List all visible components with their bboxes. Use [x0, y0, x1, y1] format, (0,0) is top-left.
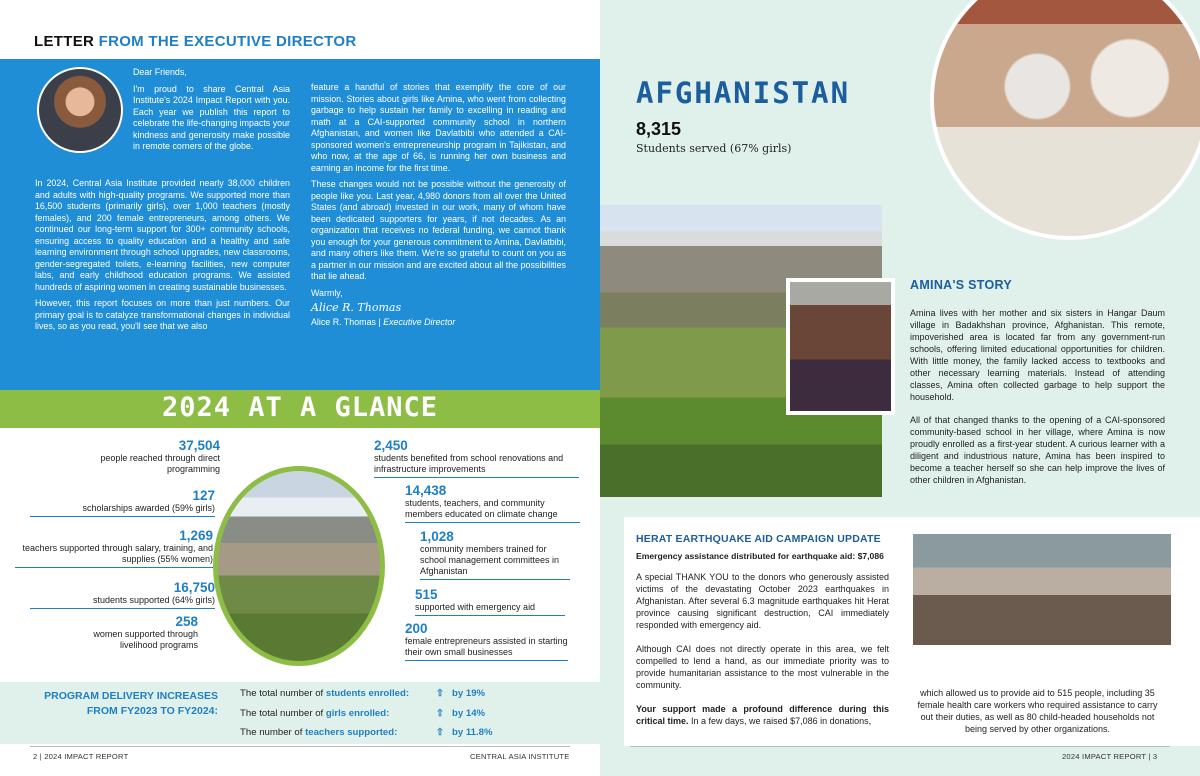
- letter-heading: LETTER FROM THE EXECUTIVE DIRECTOR: [34, 33, 357, 50]
- increase-row: The number of teachers supported: ⇧ by 11.8%: [240, 727, 493, 738]
- footer-rule: [30, 746, 570, 747]
- herat-heading: HERAT EARTHQUAKE AID CAMPAIGN UPDATE: [636, 533, 881, 545]
- students-served-label: Students served (67% girls): [636, 142, 792, 155]
- herat-text-continued: which allowed us to provide aid to 515 people, including 35 female health care workers who required assistance to carry out their duties, as well as 80 child-headed households not being served by other organizations.: [917, 688, 1158, 734]
- stat-item: 200 female entrepreneurs assisted in starting their own small businesses: [405, 621, 568, 661]
- stat-item: 2,450 students benefited from school renovations and infrastructure improvements: [374, 438, 579, 478]
- stat-item: 258 women supported through livelihood programs: [93, 614, 198, 650]
- signature: Alice R. Thomas: [311, 301, 402, 314]
- herat-text: A special THANK YOU to the donors who generously assisted victims of the devastating October 2023 earthquakes in Afghanistan. After several 6.3 magnitude earthquakes hit Herat province causing significant destruction, CAI immediately responded with emergency aid. Although CAI does not directly operate in this area, we felt compelled to lend a hand, as our immediate priority was to provide humanitarian assistance to the most vulnerable in the community. Your support made a profound difference during this critical time. In a few days, we raised $7,086 in donations,: [636, 572, 889, 726]
- letter-column-2: feature a handful of stories that exemplify the core of our mission. Stories about girls like Amina, who went from collecting garbage to help sustain her family to excelling in reading and math at a CAI-supported community school in northern Afghanistan, and women like Davlatbibi who attended a CAI-sponsored women's entrepreneurship program in Tajikistan, and who now, at the age of 66, is running her own business and earning an income for the first time. These changes would not be possible without the generosity of people like you. Last year, 4,980 donors from all over the United States (and abroad) invested in our work, many of whom have been dedicated supporters for years, if not decades. As an organization that receives no federal funding, we cannot thank you enough for your generous commitment to Amina, Davlatbibi, and many others like them. We're so grateful to count on you as a partner in our mission and are excited about all the possibilities that lie ahead. Warmly, Alice R. Thomas Alice R. Thomas | Executive Director: [311, 82, 566, 327]
- stat-item: 515 supported with emergency aid: [415, 587, 565, 616]
- stat-item: 14,438 students, teachers, and community members educated on climate change: [405, 483, 580, 523]
- amina-photo: [786, 278, 895, 415]
- letter-column-1b: In 2024, Central Asia Institute provided nearly 38,000 children and adults with high-quality programs. We supported more than 16,500 students (primarily girls), over 1,000 teachers (mostly females), and 200 female entrepreneurs, among others. We continued our long-term support for 300+ community schools, ensuring access to quality education and a healthy and safe learning environment through school upgrades, new classrooms, gender-segregated toilets, e-learning facilities, new computer labs, and early childhood education programs. We assisted hundreds of aspiring women in creating sustainable businesses. However, this report focuses on more than just numbers. Our primary goal is to catalyze transformational changes in individual lives, so as you read, you'll see that we also: [35, 178, 290, 331]
- children-photo: [913, 534, 1171, 645]
- stat-item: 1,269 teachers supported through salary, training, and supplies (55% women): [15, 528, 213, 568]
- increases-heading: PROGRAM DELIVERY INCREASES FROM FY2023 TO FY2024:: [44, 690, 218, 717]
- amina-heading: AMINA'S STORY: [910, 278, 1013, 292]
- stat-item: 16,750 students supported (64% girls): [30, 580, 215, 609]
- up-arrow-icon: ⇧: [436, 708, 445, 719]
- letter-column-1a: Dear Friends, I'm proud to share Central Asia Institute's 2024 Impact Report with you. Each year we publish this report to celebrate the life-changing impacts your kindness and generosity make possible in remote corners of the globe.: [133, 67, 290, 151]
- footer-right: 2024 IMPACT REPORT | 3: [1062, 752, 1158, 761]
- stat-item: 37,504 people reached through direct programming: [100, 438, 220, 474]
- up-arrow-icon: ⇧: [436, 727, 445, 738]
- increase-row: The total number of students enrolled: ⇧ by 19%: [240, 688, 486, 699]
- glance-title: 2024 AT A GLANCE: [161, 392, 439, 423]
- stat-item: 127 scholarships awarded (59% girls): [30, 488, 215, 517]
- up-arrow-icon: ⇧: [436, 688, 445, 699]
- stat-item: 1,028 community members trained for school management committees in Afghanistan: [420, 529, 570, 580]
- footer-rule: [630, 746, 1170, 747]
- herat-subheading: Emergency assistance distributed for earthquake aid: $7,086: [636, 551, 884, 561]
- director-photo: [37, 67, 123, 153]
- students-served-number: 8,315: [636, 119, 682, 139]
- increase-row: The total number of girls enrolled: ⇧ by 14%: [240, 708, 486, 719]
- amina-story: Amina lives with her mother and six sisters in Hangar Daum village in Badakhshan province, Afghanistan. This remote, impoverished area is located far from any government-run schools, offering limited educational opportunities for children. With little money, the family lacked access to textbooks and other necessary learning materials. Instead of attending classes, Amina often collected garbage to help support the household. All of that changed thanks to the opening of a CAI-sponsored community-based school in her village, where Amina is now proudly enrolled as a first-year student. A curious learner with a diligent and industrious nature, Amina has been inspired to become a teacher herself so she can help improve the lives of other children in Afghanistan.: [910, 308, 1165, 485]
- footer-left: 2 | 2024 IMPACT REPORT: [33, 752, 129, 761]
- country-title: AFGHANISTAN: [636, 76, 851, 110]
- footer-center: CENTRAL ASIA INSTITUTE: [470, 752, 570, 761]
- mountain-valley-photo: [213, 466, 385, 666]
